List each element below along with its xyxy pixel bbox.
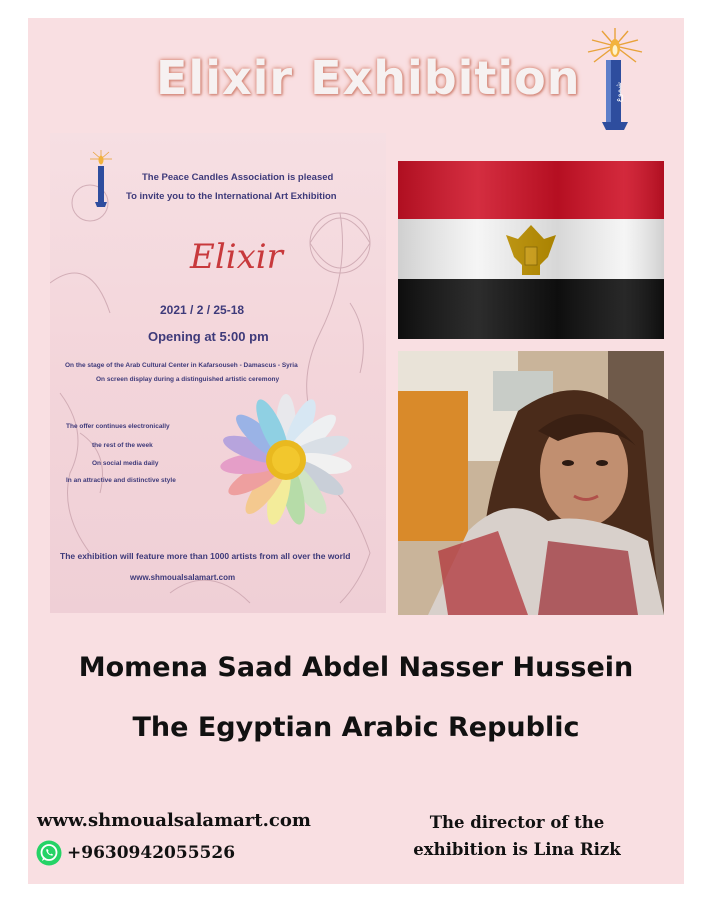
poster-opening-time: Opening at 5:00 pm xyxy=(148,329,269,344)
poster-offer-line-2: the rest of the week xyxy=(92,442,153,449)
poster-logo-icon xyxy=(88,149,114,209)
poster-intro-line-1: The Peace Candles Association is pleased xyxy=(142,172,334,183)
exhibition-title: Elixir Exhibition xyxy=(156,51,581,105)
poster-offer-line-1: The offer continues electronically xyxy=(66,423,170,430)
poster-artists-line: The exhibition will feature more than 1000 artists from all over the world xyxy=(60,551,351,561)
footer-phone-number[interactable]: +9630942055526 xyxy=(67,843,236,863)
footer-website-link[interactable]: www.shmoualsalamart.com xyxy=(37,810,311,831)
artist-name: Momena Saad Abdel Nasser Hussein xyxy=(78,652,634,683)
poster-event-name: Elixir xyxy=(190,237,283,277)
rainbow-daisy-icon xyxy=(218,391,354,529)
director-line-1: The director of the xyxy=(429,813,605,832)
artist-portrait xyxy=(398,351,664,615)
director-line-2: exhibition is Lina Rizk xyxy=(413,840,621,859)
poster-date: 2021 / 2 / 25-18 xyxy=(160,303,245,317)
director-credit xyxy=(402,809,632,863)
poster-intro-line-2: To invite you to the International Art Exhibition xyxy=(126,191,337,202)
poster-venue-line-2: On screen display during a distinguished artistic ceremony xyxy=(96,376,280,383)
poster-website: www.shmoualsalamart.com xyxy=(130,573,236,582)
egypt-flag xyxy=(398,161,664,339)
poster-venue-line-1: On the stage of the Arab Cultural Center in Kafarsouseh - Damascus - Syria xyxy=(65,362,298,369)
whatsapp-icon xyxy=(36,840,62,866)
artist-country: The Egyptian Arabic Republic xyxy=(132,712,580,743)
bottom-strip xyxy=(0,884,712,909)
invitation-poster xyxy=(50,133,386,613)
poster-offer-line-4: In an attractive and distinctive style xyxy=(66,477,176,484)
peace-candle-logo-icon xyxy=(584,26,646,136)
poster-offer-line-3: On social media daily xyxy=(92,460,159,467)
svg-text:شموع: شموع xyxy=(614,81,623,103)
